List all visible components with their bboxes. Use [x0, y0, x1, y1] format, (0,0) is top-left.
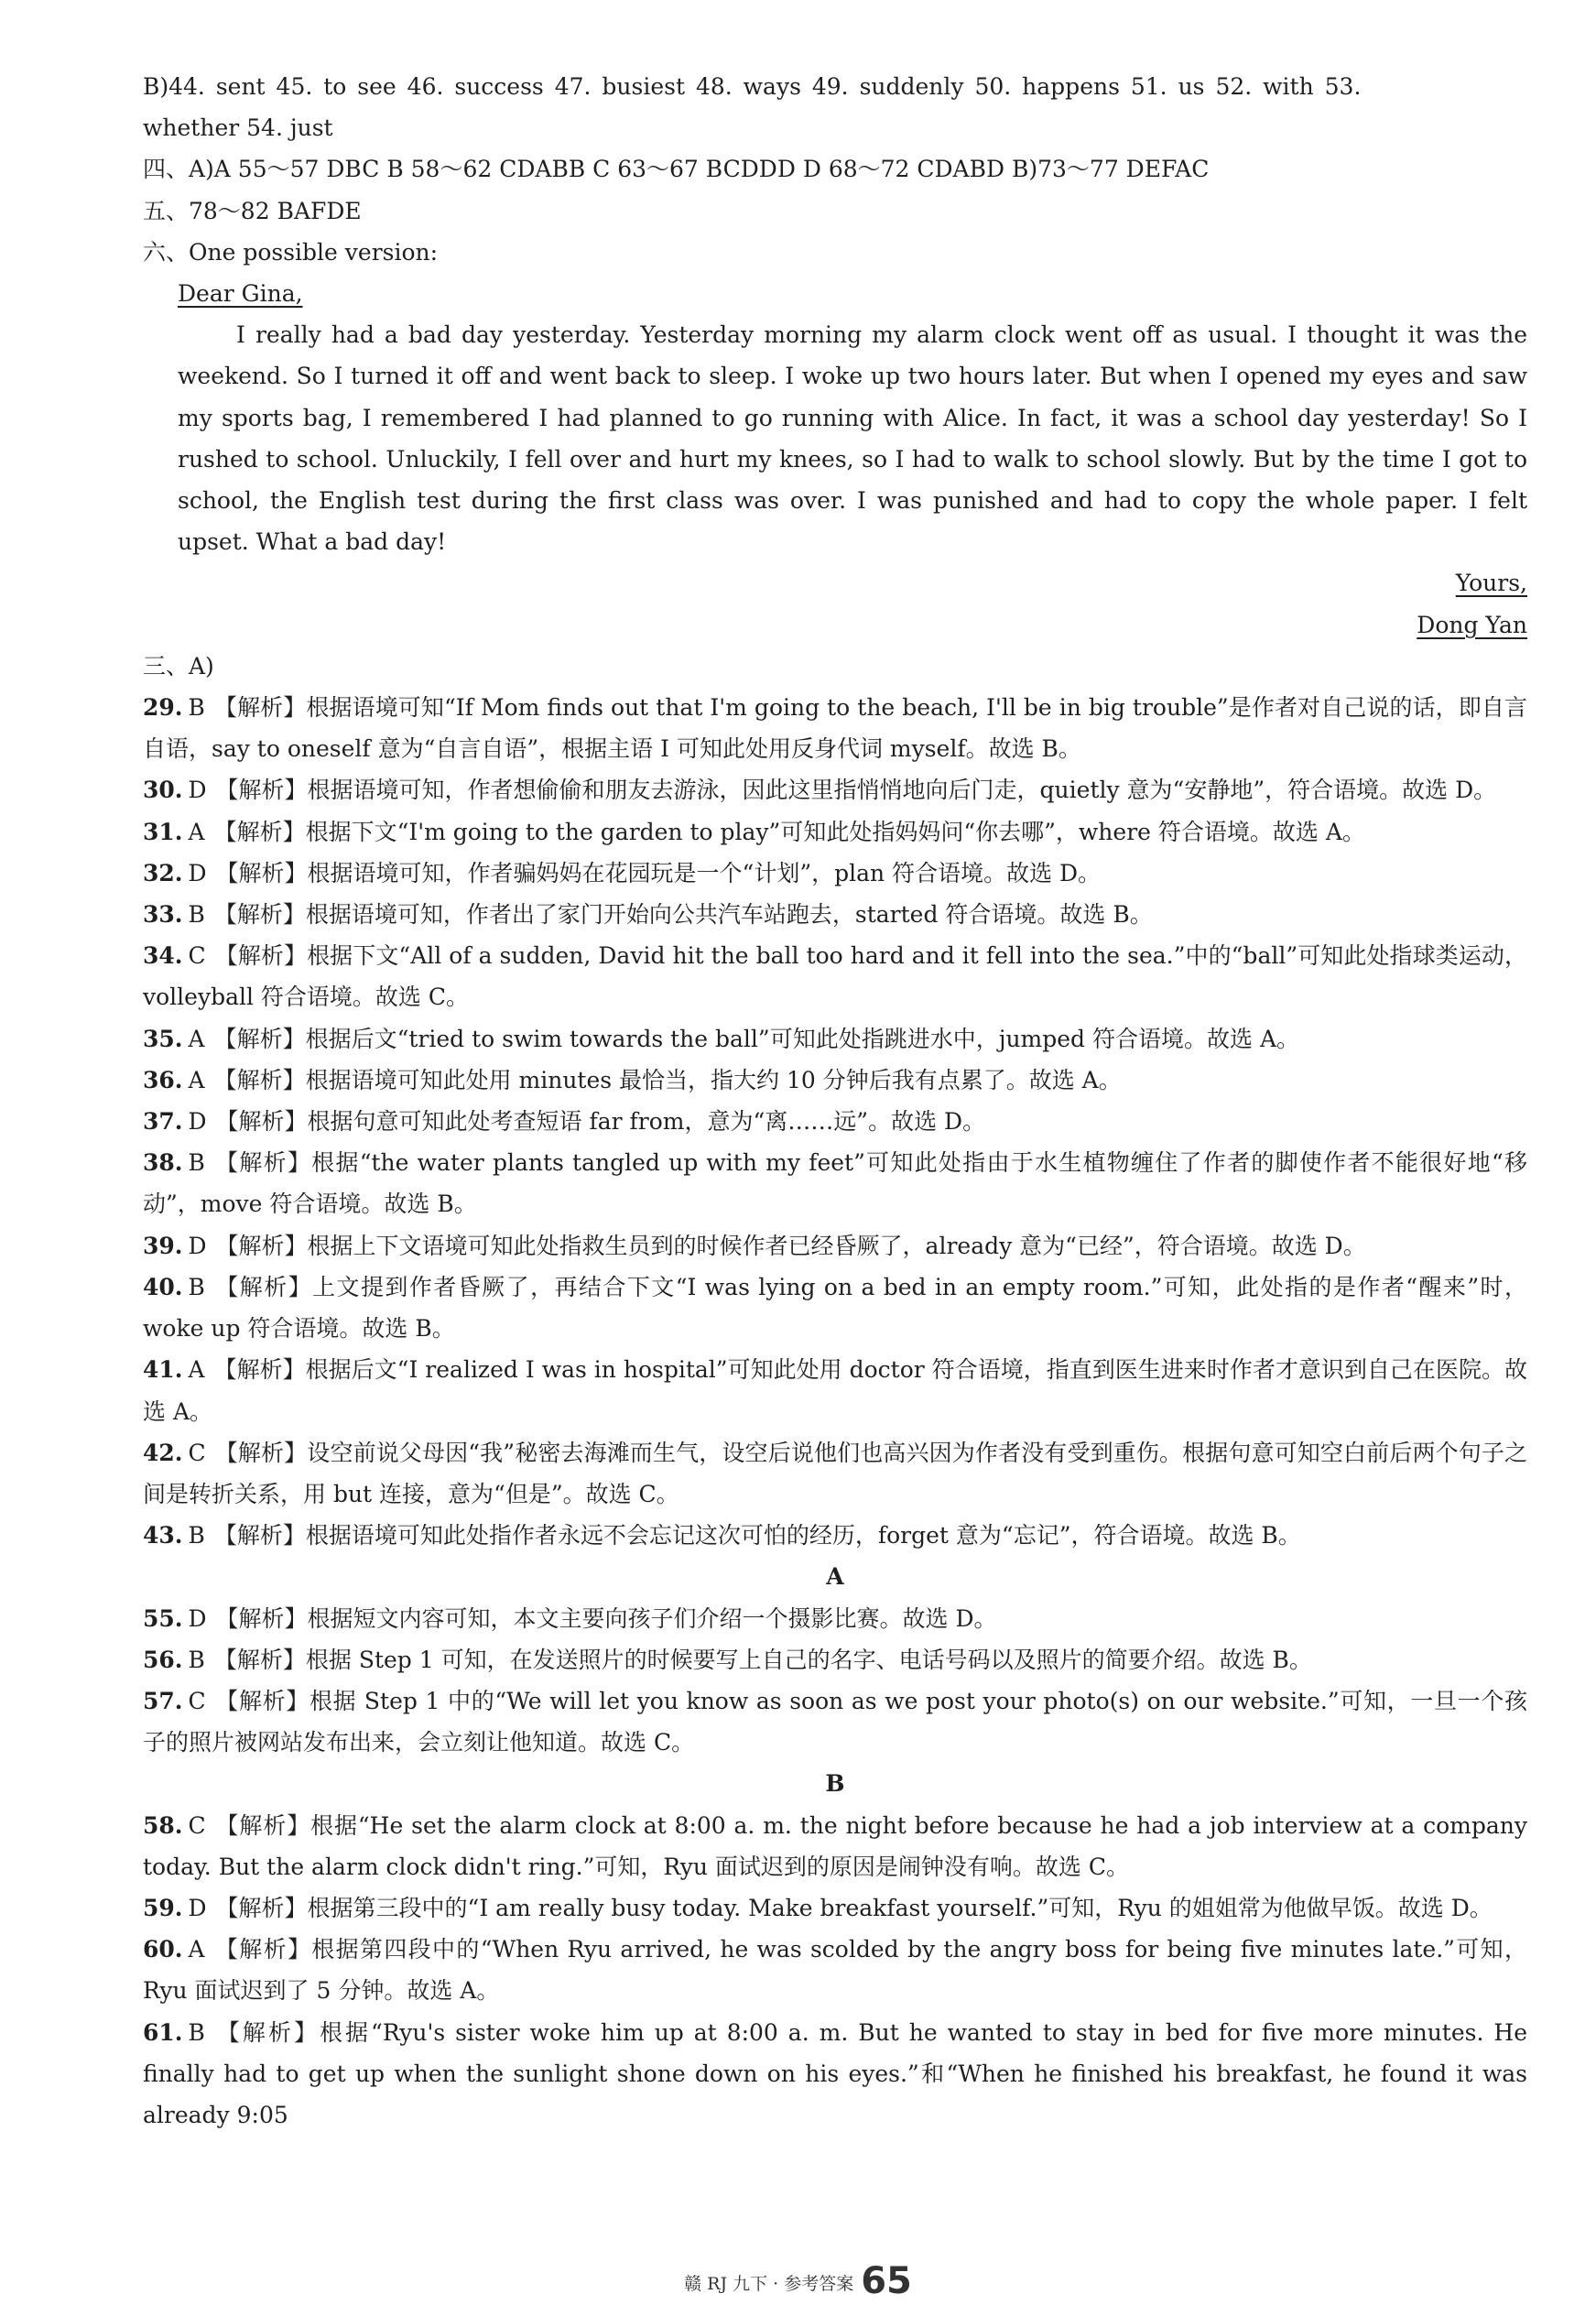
- letter-signature: Dong Yan: [1417, 611, 1527, 638]
- explanation-item: [143, 1018, 1527, 1060]
- item-explanation: 【解析】根据下文“I'm going to the garden to play”可知此处指妈妈问“你去哪”，where 符合语境。故选 A。: [213, 818, 1365, 845]
- footer-label: 赣 RJ 九下 · 参考答案: [684, 2274, 854, 2294]
- item-number: 31.: [143, 818, 183, 845]
- item-explanation: 【解析】根据语境可知，作者出了家门开始向公共汽车站跑去，started 符合语境。故选 B。: [213, 901, 1153, 929]
- item-answer: A: [188, 1936, 205, 1963]
- item-answer: D: [188, 777, 207, 804]
- item-answer: A: [188, 1025, 205, 1052]
- item-answer: A: [188, 1066, 205, 1093]
- item-number: 39.: [143, 1232, 183, 1259]
- explanation-item: [143, 1101, 1527, 1142]
- item-number: 38.: [143, 1149, 183, 1177]
- explanations-reading-b: [143, 1805, 1527, 2137]
- item-explanation: 【解析】根据“Ryu's sister woke him up at 8:00 a. m. But he wanted to stay in bed for five more minutes. He finally had to get up when the sunlight shone down on his eyes.”和“When he finished his breakfast, he found it was already 9:05: [143, 2018, 1527, 2128]
- item-answer: D: [188, 1232, 207, 1259]
- item-number: 34.: [143, 942, 183, 970]
- explanation-item: [143, 1225, 1527, 1267]
- item-answer: B: [188, 901, 205, 929]
- explanation-item: [143, 769, 1527, 810]
- item-answer: B: [188, 1522, 205, 1549]
- answer-page: [143, 66, 1527, 2136]
- item-answer: A: [188, 1356, 205, 1384]
- explanation-item: [143, 1060, 1527, 1101]
- explanation-item: [143, 1267, 1527, 1349]
- item-answer: B: [188, 1273, 205, 1300]
- item-explanation: 【解析】根据语境可知此处指作者永远不会忘记这次可怕的经历，forget 意为“忘记”，符合语境。故选 B。: [213, 1522, 1301, 1549]
- item-explanation: 【解析】根据第四段中的“When Ryu arrived, he was scolded by the angry boss for being five minutes late.”可知，Ryu 面试迟到了 5 分钟。故选 A。: [143, 1936, 1527, 2005]
- item-explanation: 【解析】根据第三段中的“I am really busy today. Make breakfast yourself.”可知，Ryu 的姐姐常为他做早饭。故选 D。: [215, 1894, 1493, 1921]
- explanation-item: [143, 935, 1527, 1017]
- item-answer: B: [188, 694, 205, 722]
- item-explanation: 【解析】根据上下文语境可知此处指救生员到的时候作者已经昏厥了，already 意为“已经”，符合语境。故选 D。: [215, 1232, 1366, 1259]
- explanations-part-a: [143, 687, 1527, 1556]
- item-number: 36.: [143, 1066, 183, 1093]
- item-number: 56.: [143, 1646, 183, 1673]
- item-explanation: 【解析】根据 Step 1 可知，在发送照片的时候要写上自己的名字、电话号码以及照片的简要介绍。故选 B。: [213, 1646, 1312, 1673]
- explanation-item: [143, 1142, 1527, 1224]
- explanation-item: [143, 894, 1527, 935]
- answers-line-4: 五、78～82 BAFDE: [143, 197, 362, 224]
- item-answer: D: [188, 1894, 207, 1921]
- item-number: 61.: [143, 2018, 183, 2046]
- item-number: 33.: [143, 901, 183, 929]
- explanations-reading-a: [143, 1598, 1527, 1764]
- item-number: 42.: [143, 1439, 183, 1466]
- letter-body: I really had a bad day yesterday. Yesterday morning my alarm clock went off as usual. I thought it was the weekend. So I turned it off and went back to sleep. I woke up two hours later. But when I opened my eyes and saw my sports bag, I remembered I had planned to go running with Alice. In fact, it was a school day yesterday! So I rushed to school. Unluckily, I fell over and hurt my knees, so I had to walk to school slowly. But by the time I got to school, the English test during the first class was over. I was punished and had to copy the whole paper. I felt upset. What a bad day!: [178, 321, 1527, 556]
- item-number: 37.: [143, 1108, 183, 1136]
- section-3-header: 三、A): [143, 652, 214, 680]
- item-answer: C: [188, 1439, 206, 1466]
- item-number: 41.: [143, 1356, 183, 1384]
- explanation-item: [143, 811, 1527, 853]
- item-explanation: 【解析】根据语境可知此处用 minutes 最恰当，指大约 10 分钟后我有点累了。故选 A。: [213, 1066, 1122, 1093]
- item-number: 35.: [143, 1025, 183, 1052]
- item-answer: C: [188, 1811, 206, 1839]
- item-answer: D: [188, 1108, 207, 1136]
- explanation-item: [143, 1805, 1527, 1887]
- explanation-item: [143, 1515, 1527, 1556]
- explanation-item: [143, 1887, 1527, 1929]
- explanation-item: [143, 2012, 1527, 2137]
- page-footer: [0, 2260, 1596, 2302]
- item-answer: B: [188, 1149, 205, 1177]
- heading-b: B: [825, 1770, 845, 1798]
- item-answer: B: [188, 1646, 205, 1673]
- item-explanation: 【解析】根据语境可知“If Mom finds out that I'm going to the beach, I'll be in big trouble”是作者对自己说的话，即自言自语，say to oneself 意为“自言自语”，根据主语 I 可知此处用反身代词 myself。故选 B。: [143, 694, 1527, 763]
- explanation-item: [143, 1349, 1527, 1431]
- explanation-item: [143, 853, 1527, 894]
- item-explanation: 【解析】根据语境可知，作者想偷偷和朋友去游泳，因此这里指悄悄地向后门走，quietly 意为“安静地”，符合语境。故选 D。: [215, 777, 1497, 804]
- letter-salutation: Dear Gina,: [178, 280, 303, 308]
- explanation-item: [143, 1680, 1527, 1763]
- item-number: 59.: [143, 1894, 183, 1921]
- item-explanation: 【解析】根据语境可知，作者骗妈妈在花园玩是一个“计划”，plan 符合语境。故选 D。: [215, 859, 1102, 886]
- page-number: 65: [861, 2260, 912, 2302]
- answers-line-3: 四、A)A 55～57 DBC B 58～62 CDABB C 63～67 BCDDD D 68～72 CDABD B)73～77 DEFAC: [143, 156, 1210, 183]
- item-number: 32.: [143, 859, 183, 886]
- item-answer: D: [188, 1604, 207, 1632]
- item-explanation: 【解析】根据下文“All of a sudden, David hit the ball too hard and it fell into the sea.”中的“ball”可知此处指球类运动，volleyball 符合语境。故选 C。: [143, 942, 1527, 1011]
- item-explanation: 【解析】根据“He set the alarm clock at 8:00 a. m. the night before because he had a job interview at a company today. But the alarm clock didn't ring.”可知，Ryu 面试迟到的原因是闹钟没有响。故选 C。: [143, 1811, 1527, 1880]
- item-number: 30.: [143, 777, 183, 804]
- item-number: 55.: [143, 1604, 183, 1632]
- answers-line-2: whether 54. just: [143, 114, 333, 142]
- item-answer: D: [188, 859, 207, 886]
- item-answer: C: [188, 1687, 206, 1714]
- item-explanation: 【解析】根据后文“tried to swim towards the ball”可知此处指跳进水中，jumped 符合语境。故选 A。: [213, 1025, 1300, 1052]
- item-explanation: 【解析】设空前说父母因“我”秘密去海滩而生气，设空后说他们也高兴因为作者没有受到重伤。根据句意可知空白前后两个句子之间是转折关系，用 but 连接，意为“但是”。故选 C。: [143, 1439, 1527, 1507]
- explanation-item: [143, 1432, 1527, 1515]
- item-answer: A: [188, 818, 205, 845]
- item-explanation: 【解析】根据后文“I realized I was in hospital”可知此处用 doctor 符合语境，指直到医生进来时作者才意识到自己在医院。故选 A。: [143, 1356, 1527, 1425]
- item-explanation: 【解析】根据 Step 1 中的“We will let you know as soon as we post your photo(s) on our website.”可知，一旦一个孩子的照片被网站发布出来，会立刻让他知道。故选 C。: [143, 1687, 1527, 1756]
- item-explanation: 【解析】上文提到作者昏厥了，再结合下文“I was lying on a bed in an empty room.”可知，此处指的是作者“醒来”时，woke up 符合语境。故选 B。: [143, 1273, 1527, 1343]
- heading-a: A: [826, 1563, 844, 1591]
- letter-closing: Yours,: [1455, 570, 1527, 597]
- item-number: 43.: [143, 1522, 183, 1549]
- item-answer: B: [188, 2018, 205, 2046]
- explanation-item: [143, 1639, 1527, 1680]
- item-explanation: 【解析】根据句意可知此处考查短语 far from，意为“离……远”。故选 D。: [215, 1108, 986, 1136]
- answers-line-5: 六、One possible version:: [143, 238, 439, 266]
- explanation-item: [143, 1598, 1527, 1639]
- explanation-item: [143, 1929, 1527, 2011]
- item-number: 29.: [143, 694, 183, 722]
- item-answer: C: [188, 942, 206, 970]
- item-number: 40.: [143, 1273, 183, 1300]
- item-number: 60.: [143, 1936, 183, 1963]
- item-explanation: 【解析】根据“the water plants tangled up with my feet”可知此处指由于水生植物缠住了作者的脚使作者不能很好地“移动”，move 符合语境。故选 B。: [143, 1149, 1527, 1218]
- item-explanation: 【解析】根据短文内容可知，本文主要向孩子们介绍一个摄影比赛。故选 D。: [215, 1604, 997, 1632]
- item-number: 58.: [143, 1811, 183, 1839]
- item-number: 57.: [143, 1687, 183, 1714]
- answers-line-1: B)44. sent 45. to see 46. success 47. busiest 48. ways 49. suddenly 50. happens 51. us 52. with 53.: [143, 73, 1362, 100]
- explanation-item: [143, 687, 1527, 769]
